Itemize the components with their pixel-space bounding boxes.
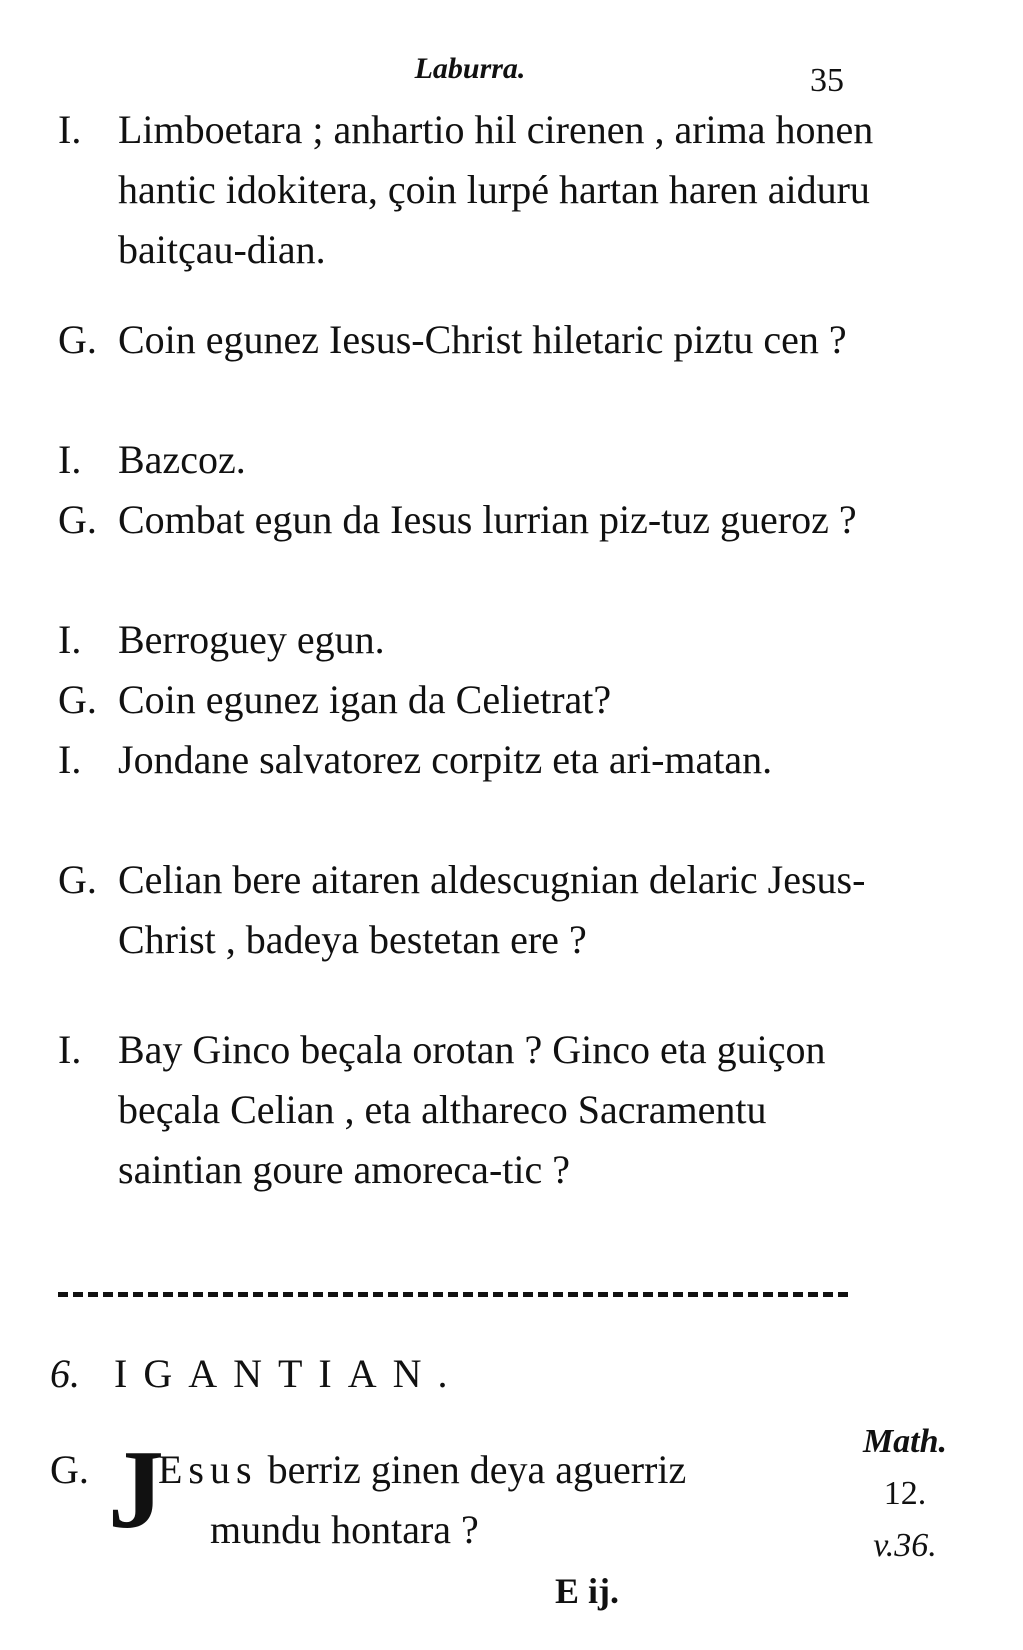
qa-text: Bazcoz. bbox=[118, 437, 246, 482]
speaker-label: I. bbox=[58, 617, 82, 662]
margin-source: Math. bbox=[862, 1423, 948, 1460]
drop-cap: J bbox=[108, 1428, 164, 1552]
qa-row bbox=[58, 100, 878, 280]
speaker-label: G. bbox=[58, 497, 97, 542]
qa-text-line bbox=[158, 1440, 686, 1500]
qa-row bbox=[58, 610, 878, 670]
qa-item bbox=[58, 730, 878, 790]
qa-item bbox=[58, 100, 878, 280]
speaker-label: I. bbox=[58, 1027, 82, 1072]
qa-text: Bay Ginco beçala orotan ? Ginco eta guiçon beçala Celian , eta althareco Sacramentu saintian goure amoreca-tic ? bbox=[118, 1027, 826, 1192]
qa-text: Celian bere aitaren aldescugnian delaric Jesus-Christ , badeya bestetan ere ? bbox=[118, 857, 866, 962]
qa-item bbox=[58, 610, 878, 670]
margin-verse: v.36. bbox=[873, 1527, 937, 1564]
qa-text: Berroguey egun. bbox=[118, 617, 385, 662]
qa-text: Coin egunez Iesus-Christ hiletaric piztu cen ? bbox=[118, 317, 847, 362]
qa-row bbox=[58, 430, 878, 490]
qa-row bbox=[58, 310, 878, 370]
page-number: 35 bbox=[810, 62, 844, 99]
qa-text: Coin egunez igan da Celietrat? bbox=[118, 677, 612, 722]
qa-text: Combat egun da Iesus lurrian piz-tuz gueroz ? bbox=[118, 497, 857, 542]
qa-row bbox=[58, 490, 878, 550]
qa-row bbox=[58, 850, 878, 970]
margin-reference bbox=[850, 1416, 960, 1572]
margin-chapter: 12. bbox=[883, 1475, 927, 1512]
section-number: 6. bbox=[50, 1351, 80, 1396]
speaker-label: G. bbox=[50, 1447, 89, 1492]
qa-item bbox=[58, 310, 878, 370]
qa-item bbox=[58, 1020, 878, 1200]
section-heading bbox=[50, 1350, 464, 1397]
qa-text: Jondane salvatorez corpitz eta ari-matan. bbox=[118, 737, 773, 782]
qa-text-rest: berriz ginen deya aguerriz bbox=[257, 1447, 687, 1492]
signature-mark: E ij. bbox=[555, 1571, 620, 1611]
speaker-label: G. bbox=[58, 317, 97, 362]
qa-item bbox=[58, 430, 878, 490]
speaker-label: I. bbox=[58, 437, 82, 482]
section-divider bbox=[58, 1292, 848, 1297]
qa-row bbox=[58, 670, 878, 730]
qa-item bbox=[58, 850, 878, 970]
qa-text: Limboetara ; anhartio hil cirenen , arima honen hantic idokitera, çoin lurpé hartan haren aiduru baitçau-dian. bbox=[118, 107, 874, 272]
qa-row bbox=[58, 1020, 878, 1200]
spaced-word: Esus bbox=[158, 1447, 258, 1492]
running-title: Laburra. bbox=[414, 52, 526, 85]
qa-text-line: mundu hontara ? bbox=[210, 1507, 479, 1552]
speaker-label: G. bbox=[58, 857, 97, 902]
qa-item bbox=[58, 490, 878, 550]
speaker-label: G. bbox=[58, 677, 97, 722]
qa-row bbox=[58, 730, 878, 790]
speaker-label: I. bbox=[58, 107, 82, 152]
qa-item bbox=[58, 670, 878, 730]
section-title: IGANTIAN. bbox=[114, 1351, 464, 1396]
speaker-label: I. bbox=[58, 737, 82, 782]
